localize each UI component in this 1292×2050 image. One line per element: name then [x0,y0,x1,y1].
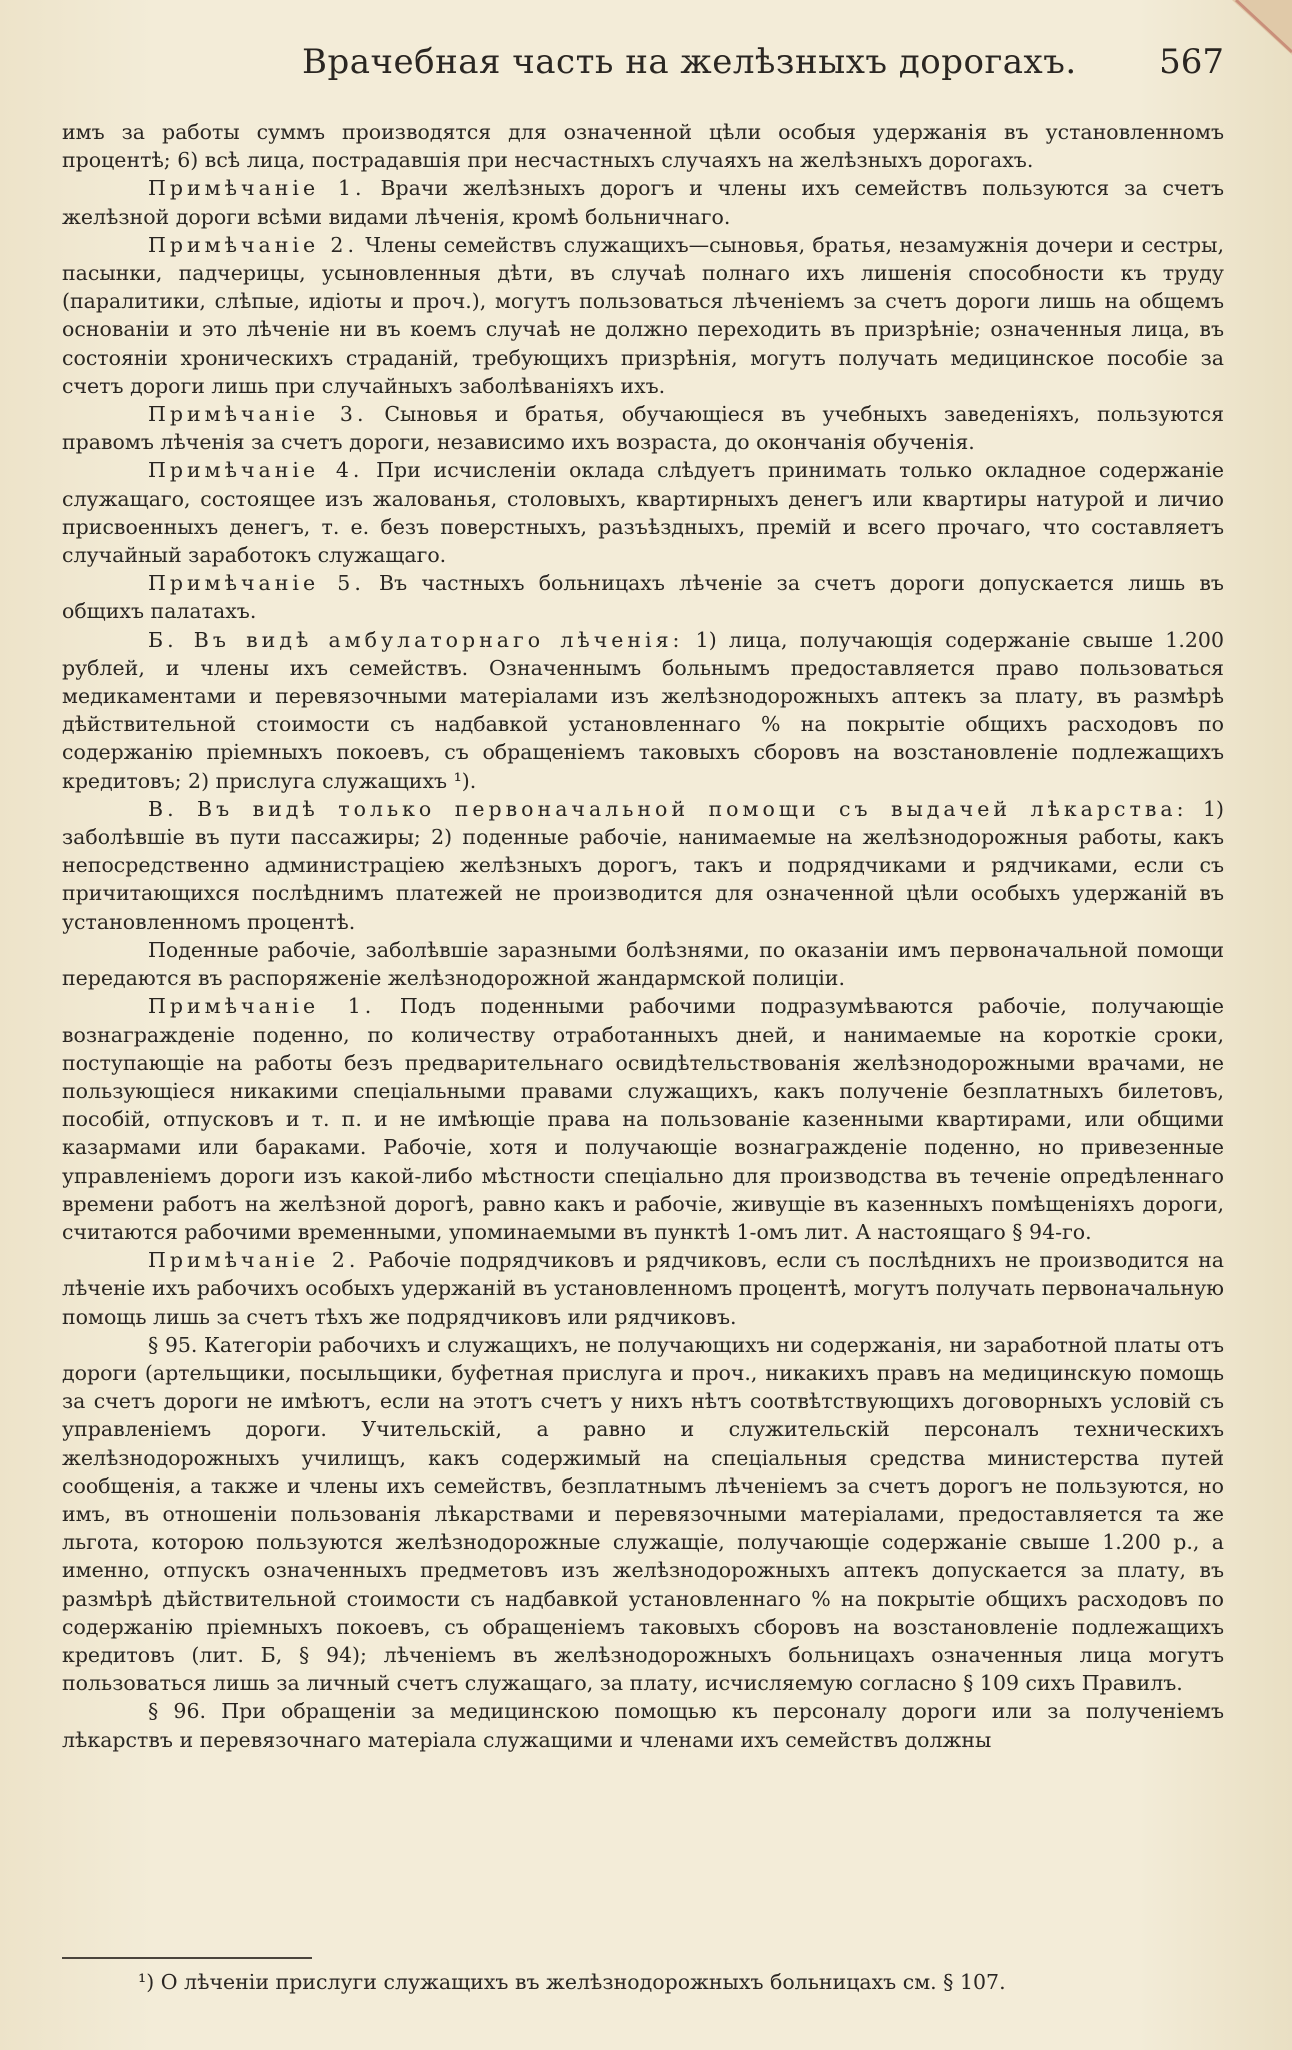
section-label: В. Въ видѣ только первоначальной помощи съ выдачей лѣкарства: [148,796,1188,821]
paragraph-section-96: § 96. При обращеніи за медицинскою помощью къ персоналу дороги или за полученіемъ лѣкарствъ и перевязочнаго матеріала служащими и членами ихъ семействъ должны [62,1699,1224,1752]
paragraph-continuation: имъ за работы суммъ производятся для означенной цѣли особыя удержанія въ установленномъ процентѣ; 6) всѣ лица, пострадавшія при несчастныхъ случаяхъ на желѣзныхъ дорогахъ. [62,120,1224,173]
paragraph-note-1b: Примѣчаніе 1. Подъ поденными рабочими подразумѣваются рабочіе, получающіе вознагражденіе поденно, по количеству отработанныхъ дней, и нанимаемые на короткіе сроки, поступающіе на работы безъ предварительнаго освидѣтельствованія желѣзнодорожными врачами, не пользующіеся никакими спеціальными правами служащихъ, какъ полученіе безплатныхъ билетовъ, пособій, отпусковъ и т. п. и не имѣющіе права на пользованіе казенными квартирами, или общими казармами или бараками. Рабочіе, хотя и получающіе вознагражденіе поденно, но привезенные управленіемъ дороги изъ какой-либо мѣстности спеціально для производства въ теченіе опредѣленнаго времени работъ на желѣзной дорогѣ, равно какъ и рабочіе, живущіе въ казенныхъ помѣщеніяхъ дороги, считаются рабочими временными, упоминаемыми въ пунктѣ 1-омъ лит. А настоящаго § 94-го. [62,994,1224,1244]
paragraph-note-1: Примѣчаніе 1. Врачи желѣзныхъ дорогъ и члены ихъ семействъ пользуются за счетъ желѣзной дороги всѣми видами лѣченія, кромѣ больничнаго. [62,176,1224,229]
running-title: Врачебная часть на желѣзныхъ дорогахъ. [302,42,1077,82]
note-label: Примѣчаніе 2. [148,1248,360,1273]
section-label: Б. Въ видѣ амбулаторнаго лѣченія: [148,627,684,652]
paragraph-section-95: § 95. Категоріи рабочихъ и служащихъ, не получающихъ ни содержанія, ни заработной платы отъ дороги (артельщики, посыльщики, буфетная прислуга и проч., никакихъ правъ на медицинскую помощь за счетъ дороги не имѣютъ, если на этотъ счетъ у нихъ нѣтъ соотвѣтствующихъ договорныхъ условій съ управленіемъ дороги. Учительскій, а равно и служительскій персоналъ техническихъ желѣзнодорожныхъ училищъ, какъ содержимый на спеціальныя средства министерства путей сообщенія, а также и члены ихъ семействъ, безплатнымъ лѣченіемъ за счетъ дорогъ не пользуются, но имъ, въ отношеніи пользованія лѣкарствами и перевязочными матеріалами, предоставляется та же льгота, которою пользуются желѣзнодорожные служащіе, получающіе содержаніе свыше 1.200 р., а именно, отпускъ означенныхъ предметовъ изъ желѣзнодорожныхъ аптекъ допускается за плату, въ размѣрѣ дѣйствительной стоимости съ надбавкой установленнаго % на покрытіе общихъ расходовъ по содержанію пріемныхъ покоевъ, съ обращеніемъ таковыхъ сборовъ на возстановленіе подлежащихъ кредитовъ (лит. Б, § 94); лѣченіемъ въ желѣзнодорожныхъ больницахъ означенныя лица могутъ пользоваться лишь за личный счетъ служащаго, за плату, исчисляемую согласно § 109 сихъ Правилъ. [62,1332,1224,1696]
paragraph-note-2: Примѣчаніе 2. Члены семействъ служащихъ—сыновья, братья, незамужнія дочери и сестры, пасынки, падчерицы, усыновленныя дѣти, въ случаѣ полнаго ихъ лишенія способности къ труду (паралитики, слѣпые, идіоты и проч.), могутъ пользоваться лѣченіемъ за счетъ дороги лишь на общемъ основаніи и это лѣченіе ни въ коемъ случаѣ не должно переходить въ призрѣніе; означенныя лица, въ состояніи хроническихъ страданій, требующихъ призрѣнія, могутъ получать медицинское пособіе за счетъ дороги лишь при случайныхъ заболѣваніяхъ ихъ. [62,232,1224,398]
note-label: Примѣчаніе 2. [148,232,358,257]
paragraph-note-4: Примѣчаніе 4. При исчисленіи оклада слѣдуетъ принимать только окладное содержаніе служащаго, состоящее изъ жалованья, столовыхъ, квартирныхъ денегъ или квартиры натурой и личио присвоенныхъ денегъ, т. е. безъ поверстныхъ, разъѣздныхъ, премій и всего прочаго, что составляетъ случайный заработокъ служащаго. [62,458,1224,568]
paragraph-day-workers: Поденные рабочіе, заболѣвшіе заразными болѣзнями, по оказаніи имъ первоначальной помощи передаются въ распоряженіе желѣзнодорожной жандармской полиціи. [62,937,1224,991]
note-label: Примѣчаніе 5. [148,571,365,596]
page-corner-fold [1222,0,1292,70]
paragraph-section-v: В. Въ видѣ только первоначальной помощи съ выдачей лѣкарства: 1) заболѣвшіе въ пути пассажиры; 2) поденные рабочіе, нанимаемые на желѣзнодорожныя работы, какъ непосредственно администраціею желѣзныхъ дорогъ, такъ и подрядчиками и рядчиками, если съ причитающихся послѣднимъ платежей не производится для означенной цѣли особыхъ удержаній въ установленномъ процентѣ. [62,796,1224,934]
paragraph-note-2b: Примѣчаніе 2. Рабочіе подрядчиковъ и рядчиковъ, если съ послѣднихъ не производится на лѣченіе ихъ рабочихъ особыхъ удержаній въ установленномъ процентѣ, могутъ получать первоначальную помощь лишь за счетъ тѣхъ же подрядчиковъ или рядчиковъ. [62,1248,1224,1329]
section-number: § 95. [148,1332,198,1357]
page-number: 567 [1159,42,1224,82]
page-header [62,36,1224,96]
body-text [62,118,1224,1754]
note-label: Примѣчаніе 4. [148,458,364,483]
note-label: Примѣчаніе 3. [148,402,368,427]
note-label: Примѣчаніе 1. [148,994,376,1019]
note-label: Примѣчаніе 1. [148,176,366,201]
paragraph-section-b: Б. Въ видѣ амбулаторнаго лѣченія: 1) лица, получающія содержаніе свыше 1.200 рублей, и члены ихъ семействъ. Означеннымъ больнымъ предоставляется право пользоваться медикаментами и перевязочными матеріалами изъ желѣзнодорожныхъ аптекъ за плату, въ размѣрѣ дѣйствительной стоимости съ надбавкой установленнаго % на покрытіе общихъ расходовъ по содержанію пріемныхъ покоевъ, съ обращеніемъ таковыхъ сборовъ на возстановленіе подлежащихъ кредитовъ; 2) прислуга служащихъ ¹). [62,627,1224,793]
section-number: § 96. [148,1699,207,1724]
paragraph-note-3: Примѣчаніе 3. Сыновья и братья, обучающіеся въ учебныхъ заведеніяхъ, пользуются правомъ лѣченія за счетъ дороги, независимо ихъ возраста, до окончанія обученія. [62,402,1224,455]
footnote-divider [62,1957,312,1959]
paragraph-note-5: Примѣчаніе 5. Въ частныхъ больницахъ лѣченіе за счетъ дороги допускается лишь въ общихъ палатахъ. [62,571,1224,624]
footnote: ¹) О лѣченіи прислуги служащихъ въ желѣзнодорожныхъ больницахъ см. § 107. [138,1970,1006,1994]
